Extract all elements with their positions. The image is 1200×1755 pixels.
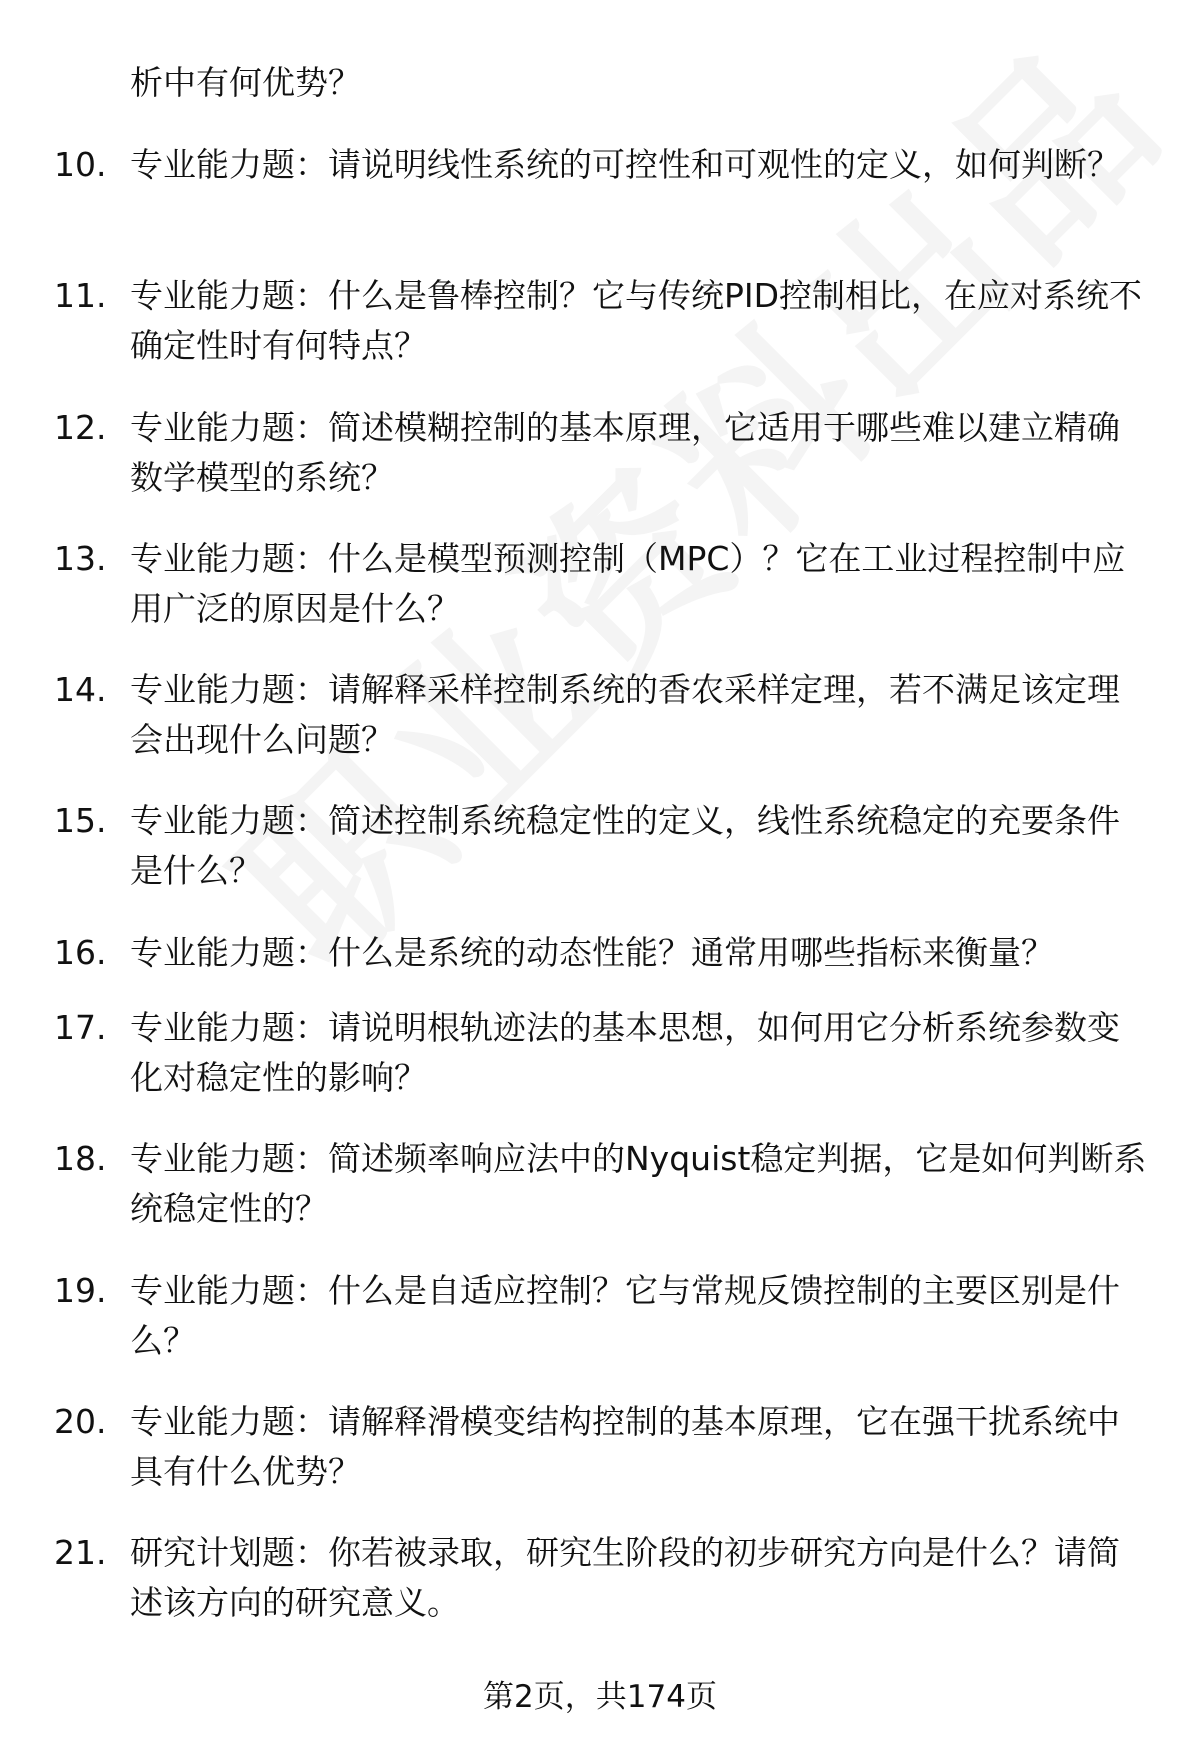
question-item-15 bbox=[0, 796, 1200, 902]
question-text: 专业能力题：请说明根轨迹法的基本思想，如何用它分析系统参数变化对稳定性的影响？ bbox=[130, 1008, 1120, 1098]
question-number: 17. bbox=[54, 1008, 107, 1048]
question-number: 14. bbox=[54, 670, 107, 710]
question-number: 13. bbox=[54, 538, 107, 578]
question-number: 19. bbox=[54, 1270, 107, 1310]
question-number: 16. bbox=[54, 932, 107, 972]
page-footer: 第2页，共174页 bbox=[483, 1679, 717, 1715]
question-number: 10. bbox=[54, 145, 107, 184]
question-text: 专业能力题：请说明线性系统的可控性和可观性的定义，如何判断？ bbox=[130, 145, 1120, 184]
question-text: 专业能力题：简述控制系统稳定性的定义，线性系统稳定的充要条件是什么？ bbox=[130, 801, 1120, 891]
question-item-20 bbox=[0, 1397, 1200, 1503]
question-item-19 bbox=[0, 1266, 1200, 1372]
question-text: 研究计划题：你若被录取，研究生阶段的初步研究方向是什么？请简述该方向的研究意义。 bbox=[130, 1533, 1120, 1623]
question-item-18 bbox=[0, 1134, 1200, 1240]
question-number: 20. bbox=[54, 1401, 107, 1441]
question-item-10 bbox=[0, 140, 1200, 246]
question-text: 专业能力题：什么是系统的动态性能？通常用哪些指标来衡量？ bbox=[130, 932, 1054, 972]
question-text: 专业能力题：简述模糊控制的基本原理，它适用于哪些难以建立精确数学模型的系统？ bbox=[130, 407, 1120, 497]
question-item-17 bbox=[0, 1003, 1200, 1109]
question-item-12 bbox=[0, 403, 1200, 509]
question-item-16 bbox=[0, 928, 1200, 978]
question-item-11 bbox=[0, 271, 1200, 377]
continuation-text: 析中有何优势？ bbox=[130, 63, 361, 102]
question-text: 专业能力题：简述频率响应法中的Nyquist稳定判据，它是如何判断系统稳定性的？ bbox=[130, 1139, 1147, 1229]
question-text: 专业能力题：什么是模型预测控制（MPC）？它在工业过程控制中应用广泛的原因是什么？ bbox=[130, 538, 1126, 628]
question-text: 专业能力题：请解释滑模变结构控制的基本原理，它在强干扰系统中具有什么优势？ bbox=[130, 1401, 1120, 1491]
question-item-13 bbox=[0, 534, 1200, 640]
question-number: 11. bbox=[54, 276, 107, 316]
question-number: 15. bbox=[54, 801, 107, 841]
question-item-14 bbox=[0, 665, 1200, 771]
question-text: 专业能力题：请解释采样控制系统的香农采样定理，若不满足该定理会出现什么问题？ bbox=[130, 670, 1120, 760]
question-text: 专业能力题：什么是鲁棒控制？它与传统PID控制相比，在应对系统不确定性时有何特点？ bbox=[130, 276, 1143, 366]
question-list bbox=[0, 140, 1200, 1660]
question-text: 专业能力题：什么是自适应控制？它与常规反馈控制的主要区别是什么？ bbox=[130, 1270, 1120, 1360]
question-item-21 bbox=[0, 1528, 1200, 1634]
question-number: 21. bbox=[54, 1533, 107, 1573]
question-number: 12. bbox=[54, 407, 107, 447]
question-number: 18. bbox=[54, 1139, 107, 1179]
